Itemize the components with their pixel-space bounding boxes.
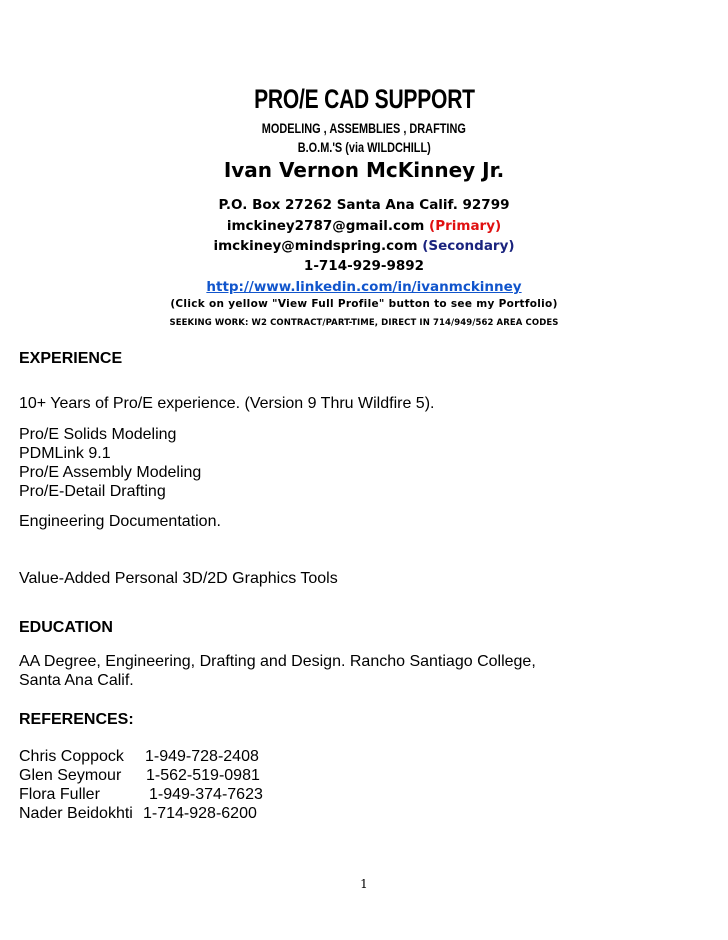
email-primary-line (0, 218, 728, 234)
portfolio-note: (Click on yellow "View Full Profile" button to see my Portfolio) (170, 298, 558, 310)
skills-list (19, 425, 201, 501)
candidate-name: Ivan Vernon McKinney Jr. (223, 158, 505, 182)
mailing-address: P.O. Box 27262 Santa Ana Calif. 92799 (218, 197, 510, 213)
subtitle-boms: B.O.M.'S (via WILDCHILL) (297, 139, 431, 155)
reference-name: Chris Coppock (19, 748, 124, 765)
list-item: PDMLink 9.1 (19, 445, 111, 462)
documentation-line: Engineering Documentation. (19, 513, 221, 530)
list-item (19, 747, 263, 766)
reference-phone: 1-562-519-0981 (146, 767, 260, 784)
list-item: Pro/E Solids Modeling (19, 426, 177, 443)
reference-phone: 1-714-928-6200 (143, 805, 257, 822)
reference-name: Nader Beidokhti (19, 805, 133, 822)
experience-heading: EXPERIENCE (19, 350, 123, 367)
subtitle-services: MODELING , ASSEMBLIES , DRAFTING (261, 120, 467, 136)
list-item: Pro/E Assembly Modeling (19, 464, 202, 481)
reference-name: Flora Fuller (19, 786, 100, 803)
education-heading: EDUCATION (19, 619, 113, 636)
seeking-work-note: SEEKING WORK: W2 CONTRACT/PART-TIME, DIRECT IN 714/949/562 AREA CODES (169, 318, 559, 328)
reference-phone: 1-949-728-2408 (145, 748, 259, 765)
linkedin-link[interactable]: http://www.linkedin.com/in/ivanmckinney (206, 279, 522, 295)
list-item (19, 804, 263, 823)
email-secondary-line (0, 238, 728, 254)
references-list (19, 747, 263, 823)
education-line-2: Santa Ana Calif. (19, 672, 134, 689)
page-title: PRO/E CAD SUPPORT (253, 84, 475, 114)
reference-phone: 1-949-374-7623 (149, 786, 263, 803)
linkedin-line (0, 279, 728, 295)
email-secondary[interactable]: imckiney@mindspring.com (213, 238, 418, 254)
email-secondary-tag: (Secondary) (422, 238, 515, 254)
reference-name: Glen Seymour (19, 767, 122, 784)
graphics-tools-line: Value-Added Personal 3D/2D Graphics Tools (19, 570, 338, 587)
phone-number: 1-714-929-9892 (303, 258, 425, 274)
email-primary[interactable]: imckiney2787@gmail.com (226, 218, 425, 234)
list-item: Pro/E-Detail Drafting (19, 483, 166, 500)
list-item (19, 785, 263, 804)
references-heading: REFERENCES: (19, 711, 134, 728)
experience-years: 10+ Years of Pro/E experience. (Version 9 Thru Wildfire 5). (19, 395, 435, 412)
list-item (19, 766, 263, 785)
education-line-1: AA Degree, Engineering, Drafting and Design. Rancho Santiago College, (19, 653, 536, 670)
page-number: 1 (360, 877, 368, 891)
email-primary-tag: (Primary) (429, 218, 502, 234)
